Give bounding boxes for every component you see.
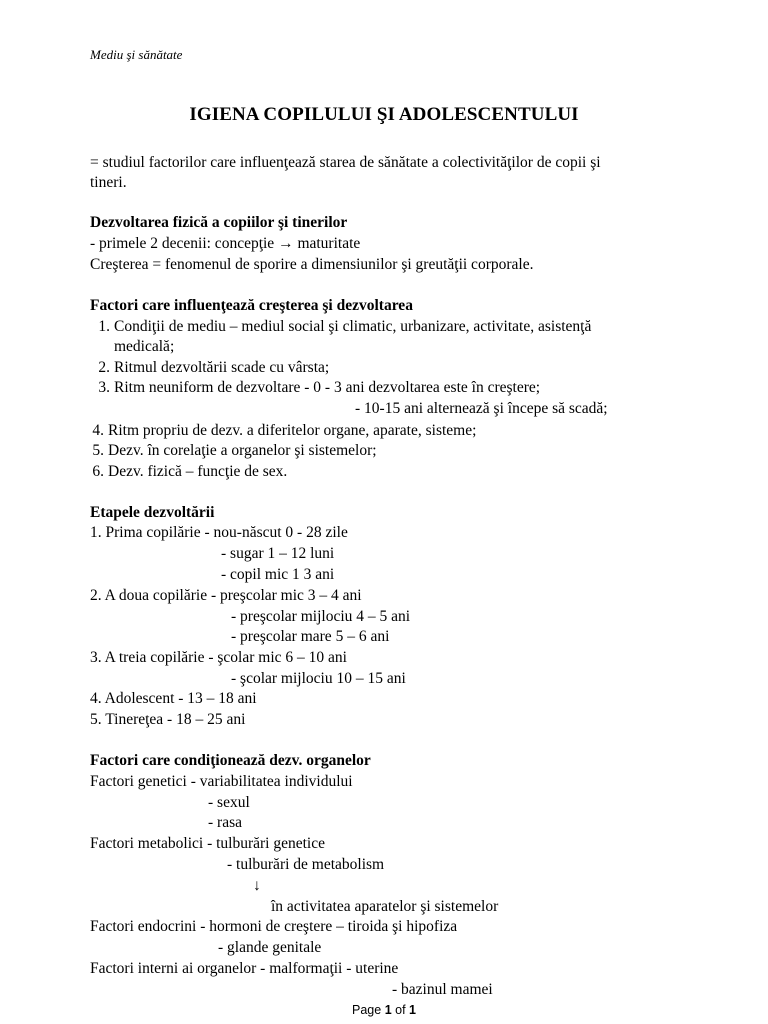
list-text: Ritmul dezvoltării scade cu vârsta; [114,359,330,376]
list-item [77,462,287,482]
page-footer [0,1003,768,1017]
list-item-continuation: - 10-15 ani alternează şi începe să scadă; [355,400,608,417]
list-number: 1. [98,318,110,335]
stage-line: 3. A treia copilărie - şcolar mic 6 – 10 ani [90,649,347,666]
list-item [83,358,329,378]
current-page-number: 1 [384,1003,392,1017]
list-text: Ritm neuniform de dezvoltare - 0 - 3 ani dezvoltarea este în creştere; [114,379,541,396]
page-word: Page [352,1003,382,1017]
down-arrow-icon: ↓ [253,877,261,894]
section-heading-physical-development: Dezvoltarea fizică a copiilor şi tinerilor [90,214,348,231]
list-text: Dezv. în corelaţie a organelor şi sistemelor; [108,442,377,459]
factor-line: Factori endocrini - hormoni de creştere – tiroida şi hipofiza [90,918,458,935]
stage-line: - şcolar mijlociu 10 – 15 ani [231,670,406,687]
list-text: Condiţii de mediu – mediul social şi climatic, urbanizare, activitate, asistenţă [114,318,592,335]
stage-line: 4. Adolescent - 13 – 18 ani [90,690,257,707]
section-heading-development-stages: Etapele dezvoltării [90,504,215,521]
stage-line: - sugar 1 – 12 luni [221,545,335,562]
factor-line: - bazinul mamei [392,981,493,998]
factor-line: Factori genetici - variabilitatea individului [90,773,353,790]
document-title: IGIENA COPILULUI ŞI ADOLESCENTULUI [189,104,579,125]
body-line: Creşterea = fenomenul de sporire a dimensiunilor şi greutăţii corporale. [90,256,534,273]
list-number: 3. [98,379,110,396]
list-number: 4. [92,422,104,439]
factor-line: Factori interni ai organelor - malformaţii - uterine [90,960,399,977]
stage-line: - copil mic 1 3 ani [221,566,335,583]
list-item-continuation: medicală; [114,338,175,355]
factor-line: - glande genitale [218,939,322,956]
total-pages-number: 1 [409,1003,416,1017]
page-of-word: of [395,1003,406,1017]
body-line: - primele 2 decenii: concepţie → maturitate [90,235,361,252]
stage-line: 2. A doua copilărie - preşcolar mic 3 – 4 ani [90,587,362,604]
running-header: Mediu şi sănătate [90,47,183,62]
stage-line: 1. Prima copilărie - nou-născut 0 - 28 zile [90,524,348,541]
list-item [77,441,377,461]
factor-line: Factori metabolici - tulburări genetice [90,835,325,852]
section-heading-organ-factors: Factori care condiţionează dezv. organelor [90,752,371,769]
factor-line: - rasa [208,814,242,831]
section-heading-growth-factors: Factori care influenţează creşterea şi dezvoltarea [90,297,413,314]
list-item [83,317,591,337]
list-text: Ritm propriu de dezv. a diferitelor organe, aparate, sisteme; [108,422,477,439]
list-number: 5. [92,442,104,459]
stage-line: - preşcolar mare 5 – 6 ani [231,628,390,645]
factor-line: în activitatea aparatelor şi sistemelor [271,898,499,915]
stage-line: - preşcolar mijlociu 4 – 5 ani [231,608,411,625]
intro-line: = studiul factorilor care influenţează starea de sănătate a colectivităţilor de copii şi [90,154,601,171]
list-item [77,421,476,441]
intro-line: tineri. [90,174,127,191]
list-number: 2. [98,359,110,376]
list-text: Dezv. fizică – funcţie de sex. [108,463,288,480]
stage-line: 5. Tinereţea - 18 – 25 ani [90,711,246,728]
list-item [83,378,540,398]
factor-line: - sexul [208,794,250,811]
list-number: 6. [92,463,104,480]
factor-line: - tulburări de metabolism [227,856,385,873]
